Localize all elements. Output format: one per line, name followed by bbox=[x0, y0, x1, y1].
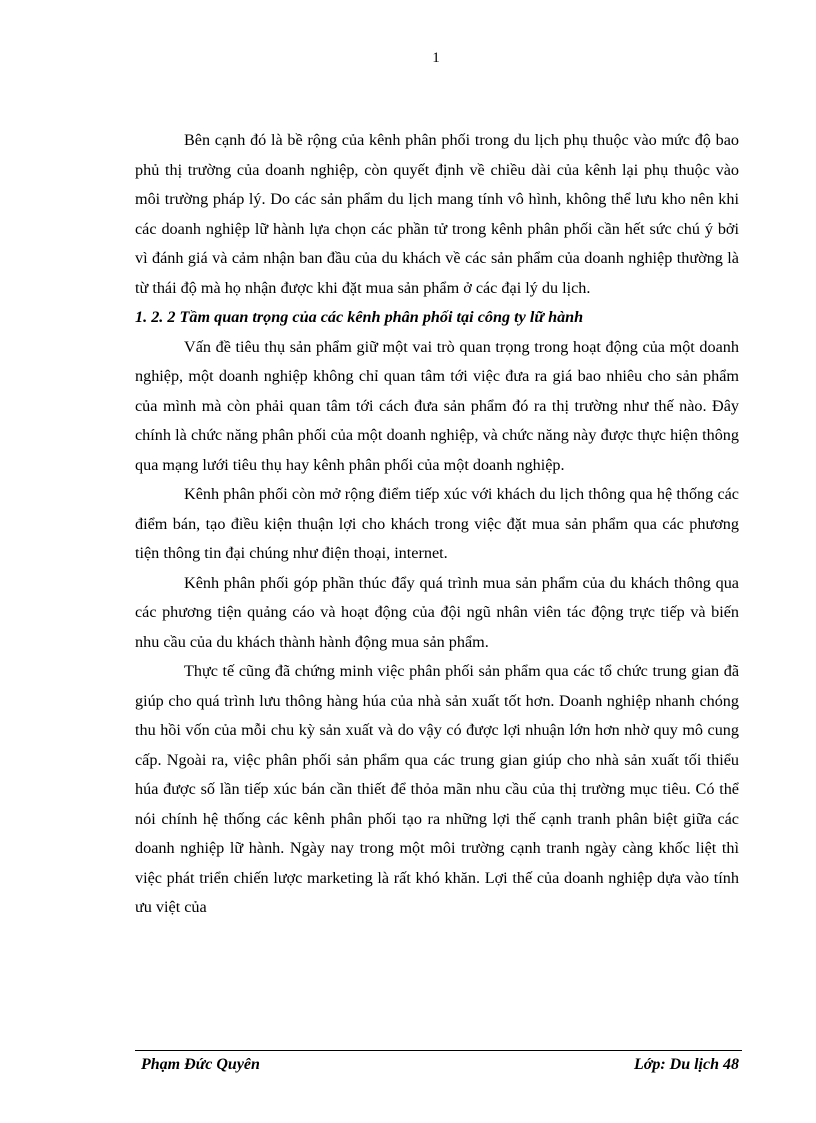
paragraph: Thực tế cũng đã chứng minh việc phân phối sản phẩm qua các tổ chức trung gian đã giúp cho quá trình lưu thông hàng húa của nhà sản xuất tốt hơn. Doanh nghiệp nhanh chóng thu hồi vốn của mỗi chu kỳ sản xuất và do vậy có được lợi nhuận lớn hơn nhờ quy mô cung cấp. Ngoài ra, việc phân phối sản phẩm qua các trung gian giúp cho nhà sản xuất tối thiểu húa được số lần tiếp xúc bán cần thiết để thỏa mãn nhu cầu của thị trường mục tiêu. Có thể nói chính hệ thống các kênh phân phối tạo ra những lợi thế cạnh tranh phân biệt giữa các doanh nghiệp lữ hành. Ngày nay trong một môi trường cạnh tranh ngày càng khốc liệt thì việc phát triển chiến lược marketing là rất khó khăn. Lợi thế của doanh nghiệp dựa vào tính ưu việt của bbox=[135, 662, 739, 916]
document-body bbox=[135, 126, 739, 923]
page-footer bbox=[141, 1056, 739, 1074]
paragraph: Vấn đề tiêu thụ sản phẩm giữ một vai trò quan trọng trong hoạt động của một doanh nghiệp, một doanh nghiệp không chỉ quan tâm tới việc đưa ra giá bao nhiêu cho sản phẩm của mình mà còn phải quan tâm tới cách đưa sản phẩm đó ra thị trường như thế nào. Đây chính là chức năng phân phối của một doanh nghiệp, và chức năng này được thực hiện thông qua mạng lưới tiêu thụ hay kênh phân phối của một doanh nghiệp. bbox=[135, 337, 739, 474]
page-number: 1 bbox=[432, 50, 440, 66]
paragraph: Bên cạnh đó là bề rộng của kênh phân phối trong du lịch phụ thuộc vào mức độ bao phủ thị trường của doanh nghiệp, còn quyết định về chiều dài của kênh lại phụ thuộc vào môi trường pháp lý. Do các sản phẩm du lịch mang tính vô hình, không thể lưu kho nên khi các doanh nghiệp lữ hành lựa chọn các phần tử trong kênh phân phối cần hết sức chú ý bởi vì đánh giá và cảm nhận ban đầu của du khách về các sản phẩm của doanh nghiệp thường là từ thái độ mà họ nhận được khi đặt mua sản phẩm ở các đại lý du lịch. bbox=[135, 131, 739, 297]
paragraph: Kênh phân phối còn mở rộng điểm tiếp xúc với khách du lịch thông qua hệ thống các điểm bán, tạo điều kiện thuận lợi cho khách trong việc đặt mua sản phẩm qua các phương tiện thông tin đại chúng như điện thoại, internet. bbox=[135, 485, 739, 562]
footer-author: Phạm Đức Quyên bbox=[141, 1056, 260, 1073]
section-heading: 1. 2. 2 Tầm quan trọng của các kênh phân phối tại công ty lữ hành bbox=[135, 308, 584, 326]
paragraph: Kênh phân phối góp phần thúc đẩy quá trình mua sản phẩm của du khách thông qua các phương tiện quảng cáo và hoạt động của đội ngũ nhân viên tác động trực tiếp và biến nhu cầu của du khách thành hành động mua sản phẩm. bbox=[135, 573, 739, 651]
footer-divider bbox=[135, 1050, 742, 1051]
footer-class-label: Lớp: Du lịch 48 bbox=[633, 1056, 739, 1073]
